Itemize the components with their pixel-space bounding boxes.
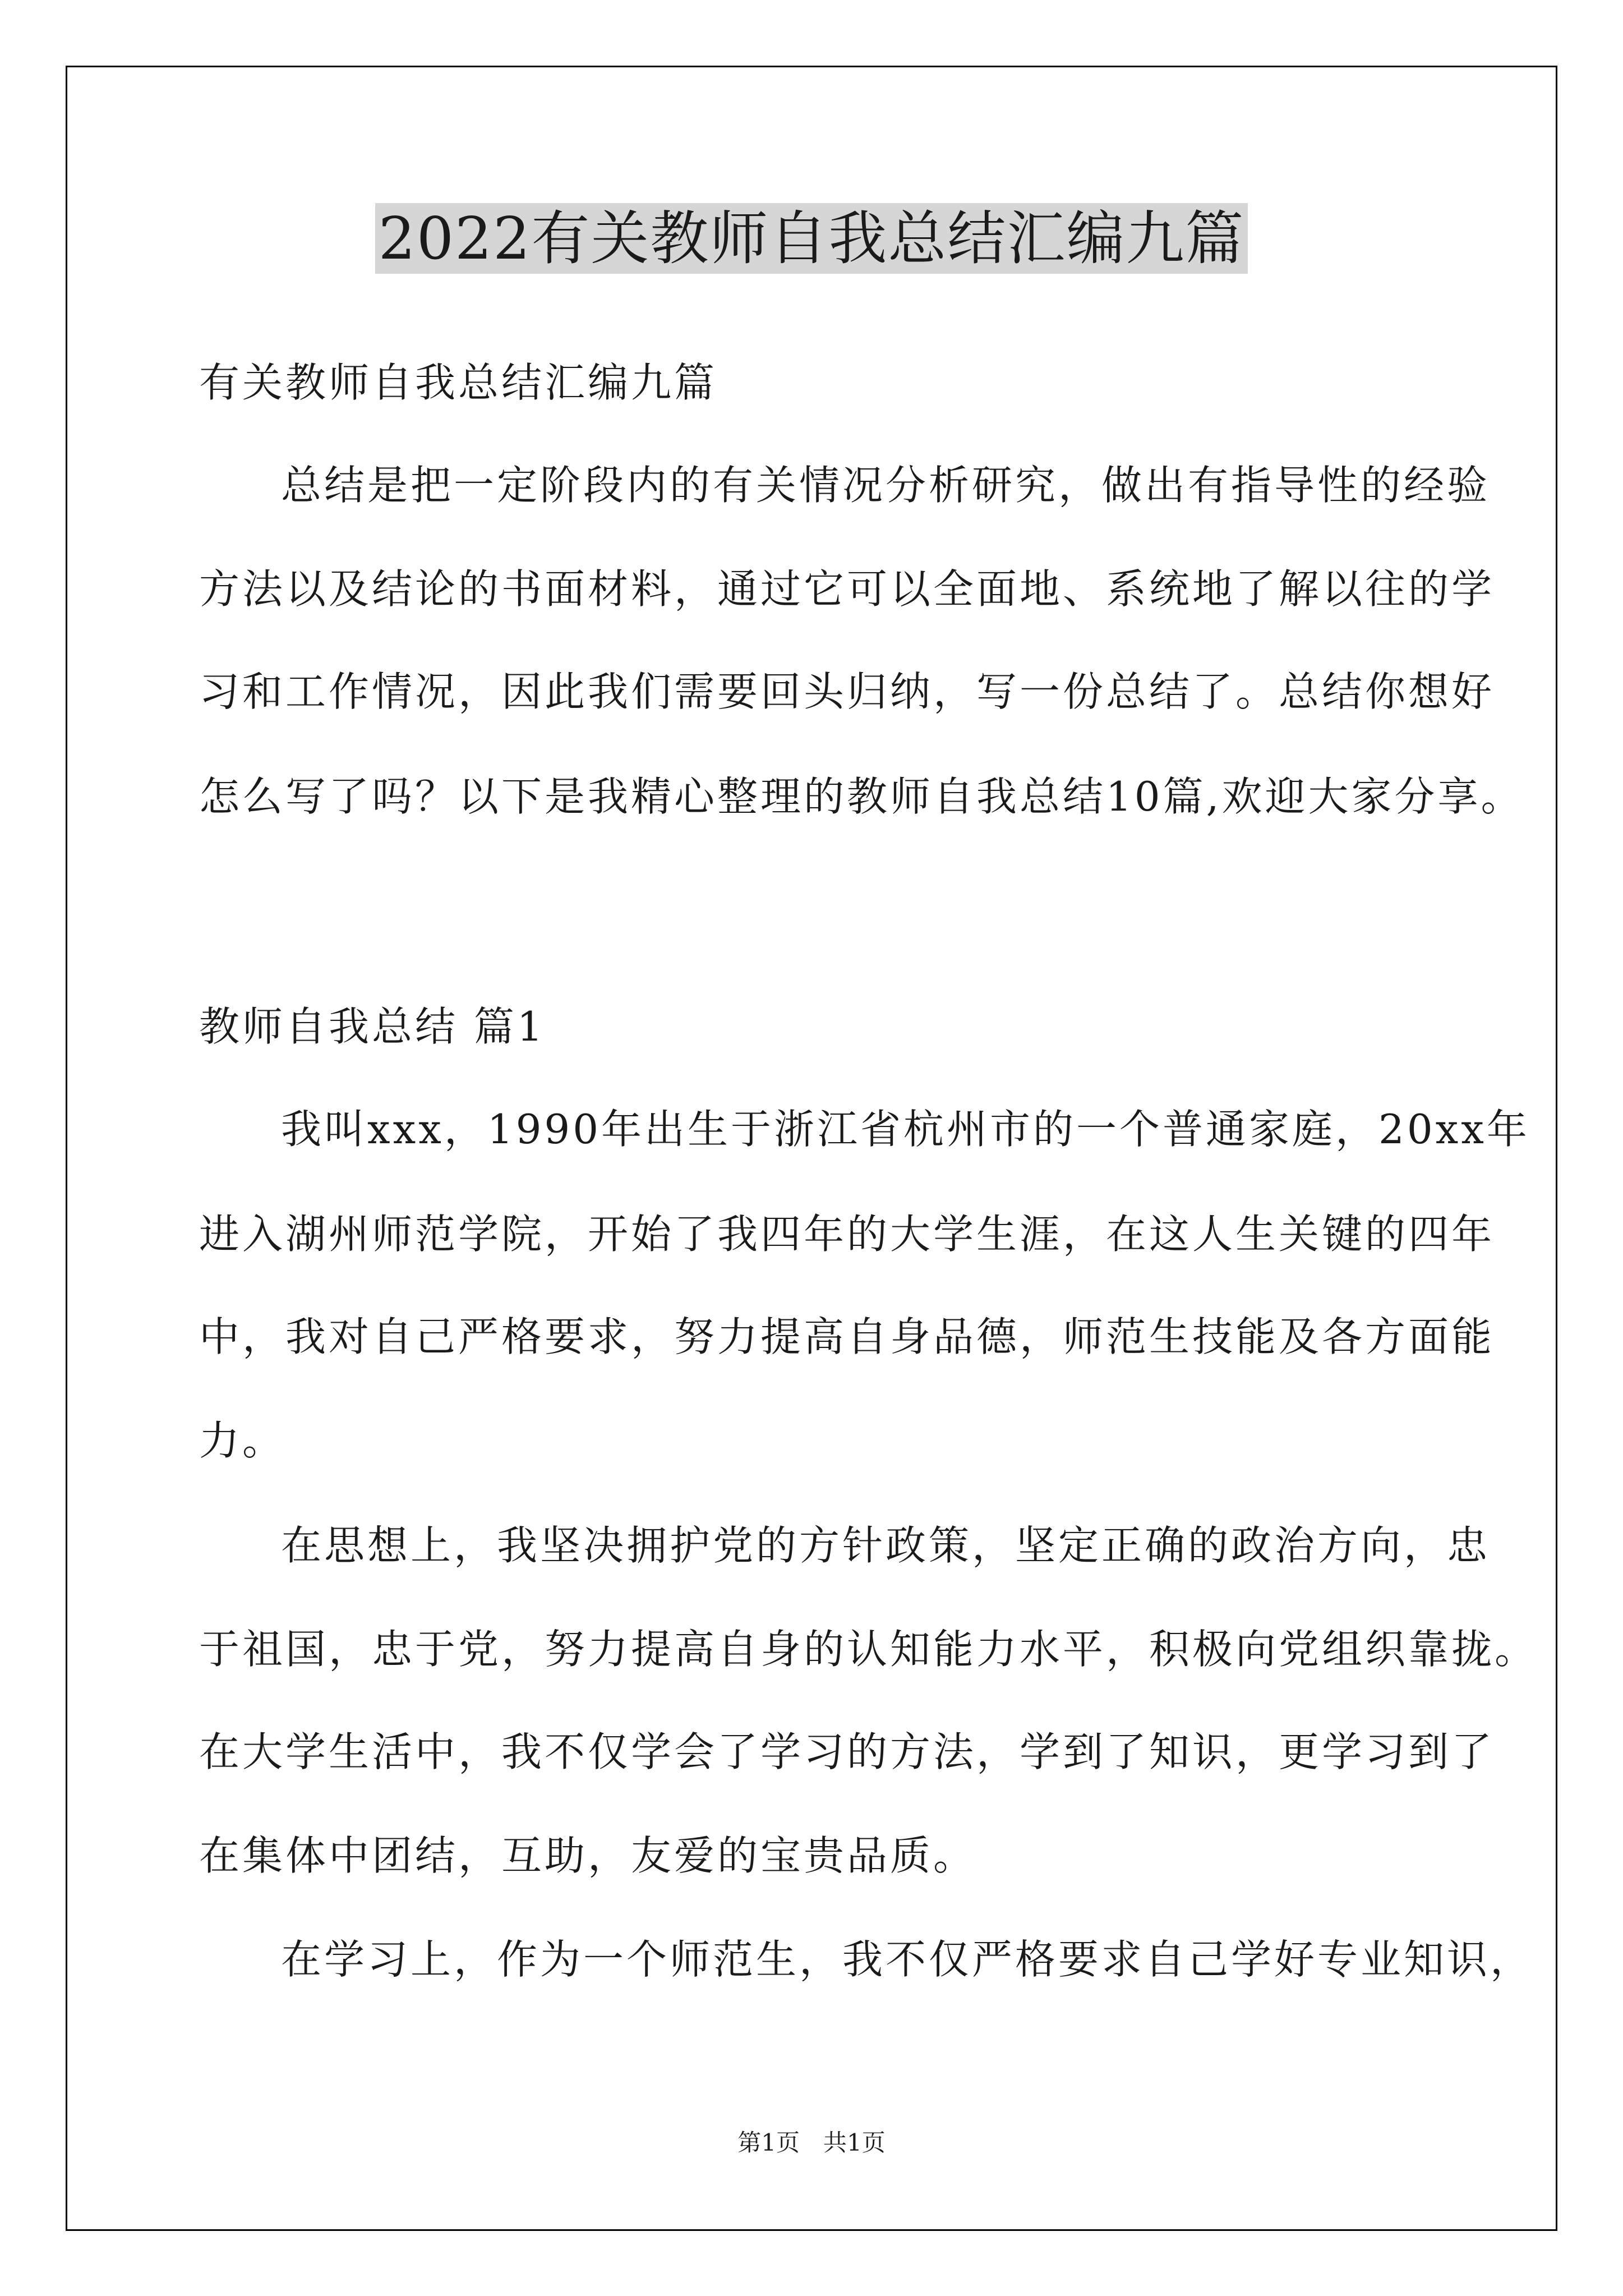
- page-footer: 第1页 共1页: [737, 2129, 886, 2156]
- para1-line-2: 进入湖州师范学院，开始了我四年的大学生涯，在这人生关键的四年: [199, 1211, 1495, 1258]
- para2-line-1: 在思想上，我坚决拥护党的方针政策，坚定正确的政治方向，忠: [281, 1522, 1491, 1569]
- intro-line-4: 怎么写了吗？以下是我精心整理的教师自我总结10篇,欢迎大家分享。: [199, 773, 1524, 820]
- section-heading-1: 教师自我总结 篇1: [199, 1003, 546, 1050]
- document-title: 2022有关教师自我总结汇编九篇: [375, 203, 1248, 274]
- intro-line-2: 方法以及结论的书面材料，通过它可以全面地、系统地了解以往的学: [199, 565, 1495, 613]
- title-wrap: [0, 203, 1623, 274]
- para2-line-2: 于祖国，忠于党，努力提高自身的认知能力水平，积极向党组织靠拢。: [199, 1626, 1538, 1673]
- intro-line-1: 总结是把一定阶段内的有关情况分析研究，做出有指导性的经验: [281, 462, 1491, 509]
- intro-line-3: 习和工作情况，因此我们需要回头归纳，写一份总结了。总结你想好: [199, 668, 1495, 715]
- para1-line-1: 我叫xxx，1990年出生于浙江省杭州市的一个普通家庭，20xx年: [281, 1106, 1530, 1153]
- para2-line-4: 在集体中团结，互助，友爱的宝贵品质。: [199, 1832, 977, 1879]
- para2-line-3: 在大学生活中，我不仅学会了学习的方法，学到了知识，更学习到了: [199, 1728, 1495, 1775]
- document-subtitle: 有关教师自我总结汇编九篇: [199, 359, 718, 406]
- para1-line-3: 中，我对自己严格要求，努力提高自身品德，师范生技能及各方面能: [199, 1313, 1495, 1360]
- para1-line-4: 力。: [199, 1417, 286, 1464]
- para3-line-1: 在学习上，作为一个师范生，我不仅严格要求自己学好专业知识，: [281, 1936, 1534, 1983]
